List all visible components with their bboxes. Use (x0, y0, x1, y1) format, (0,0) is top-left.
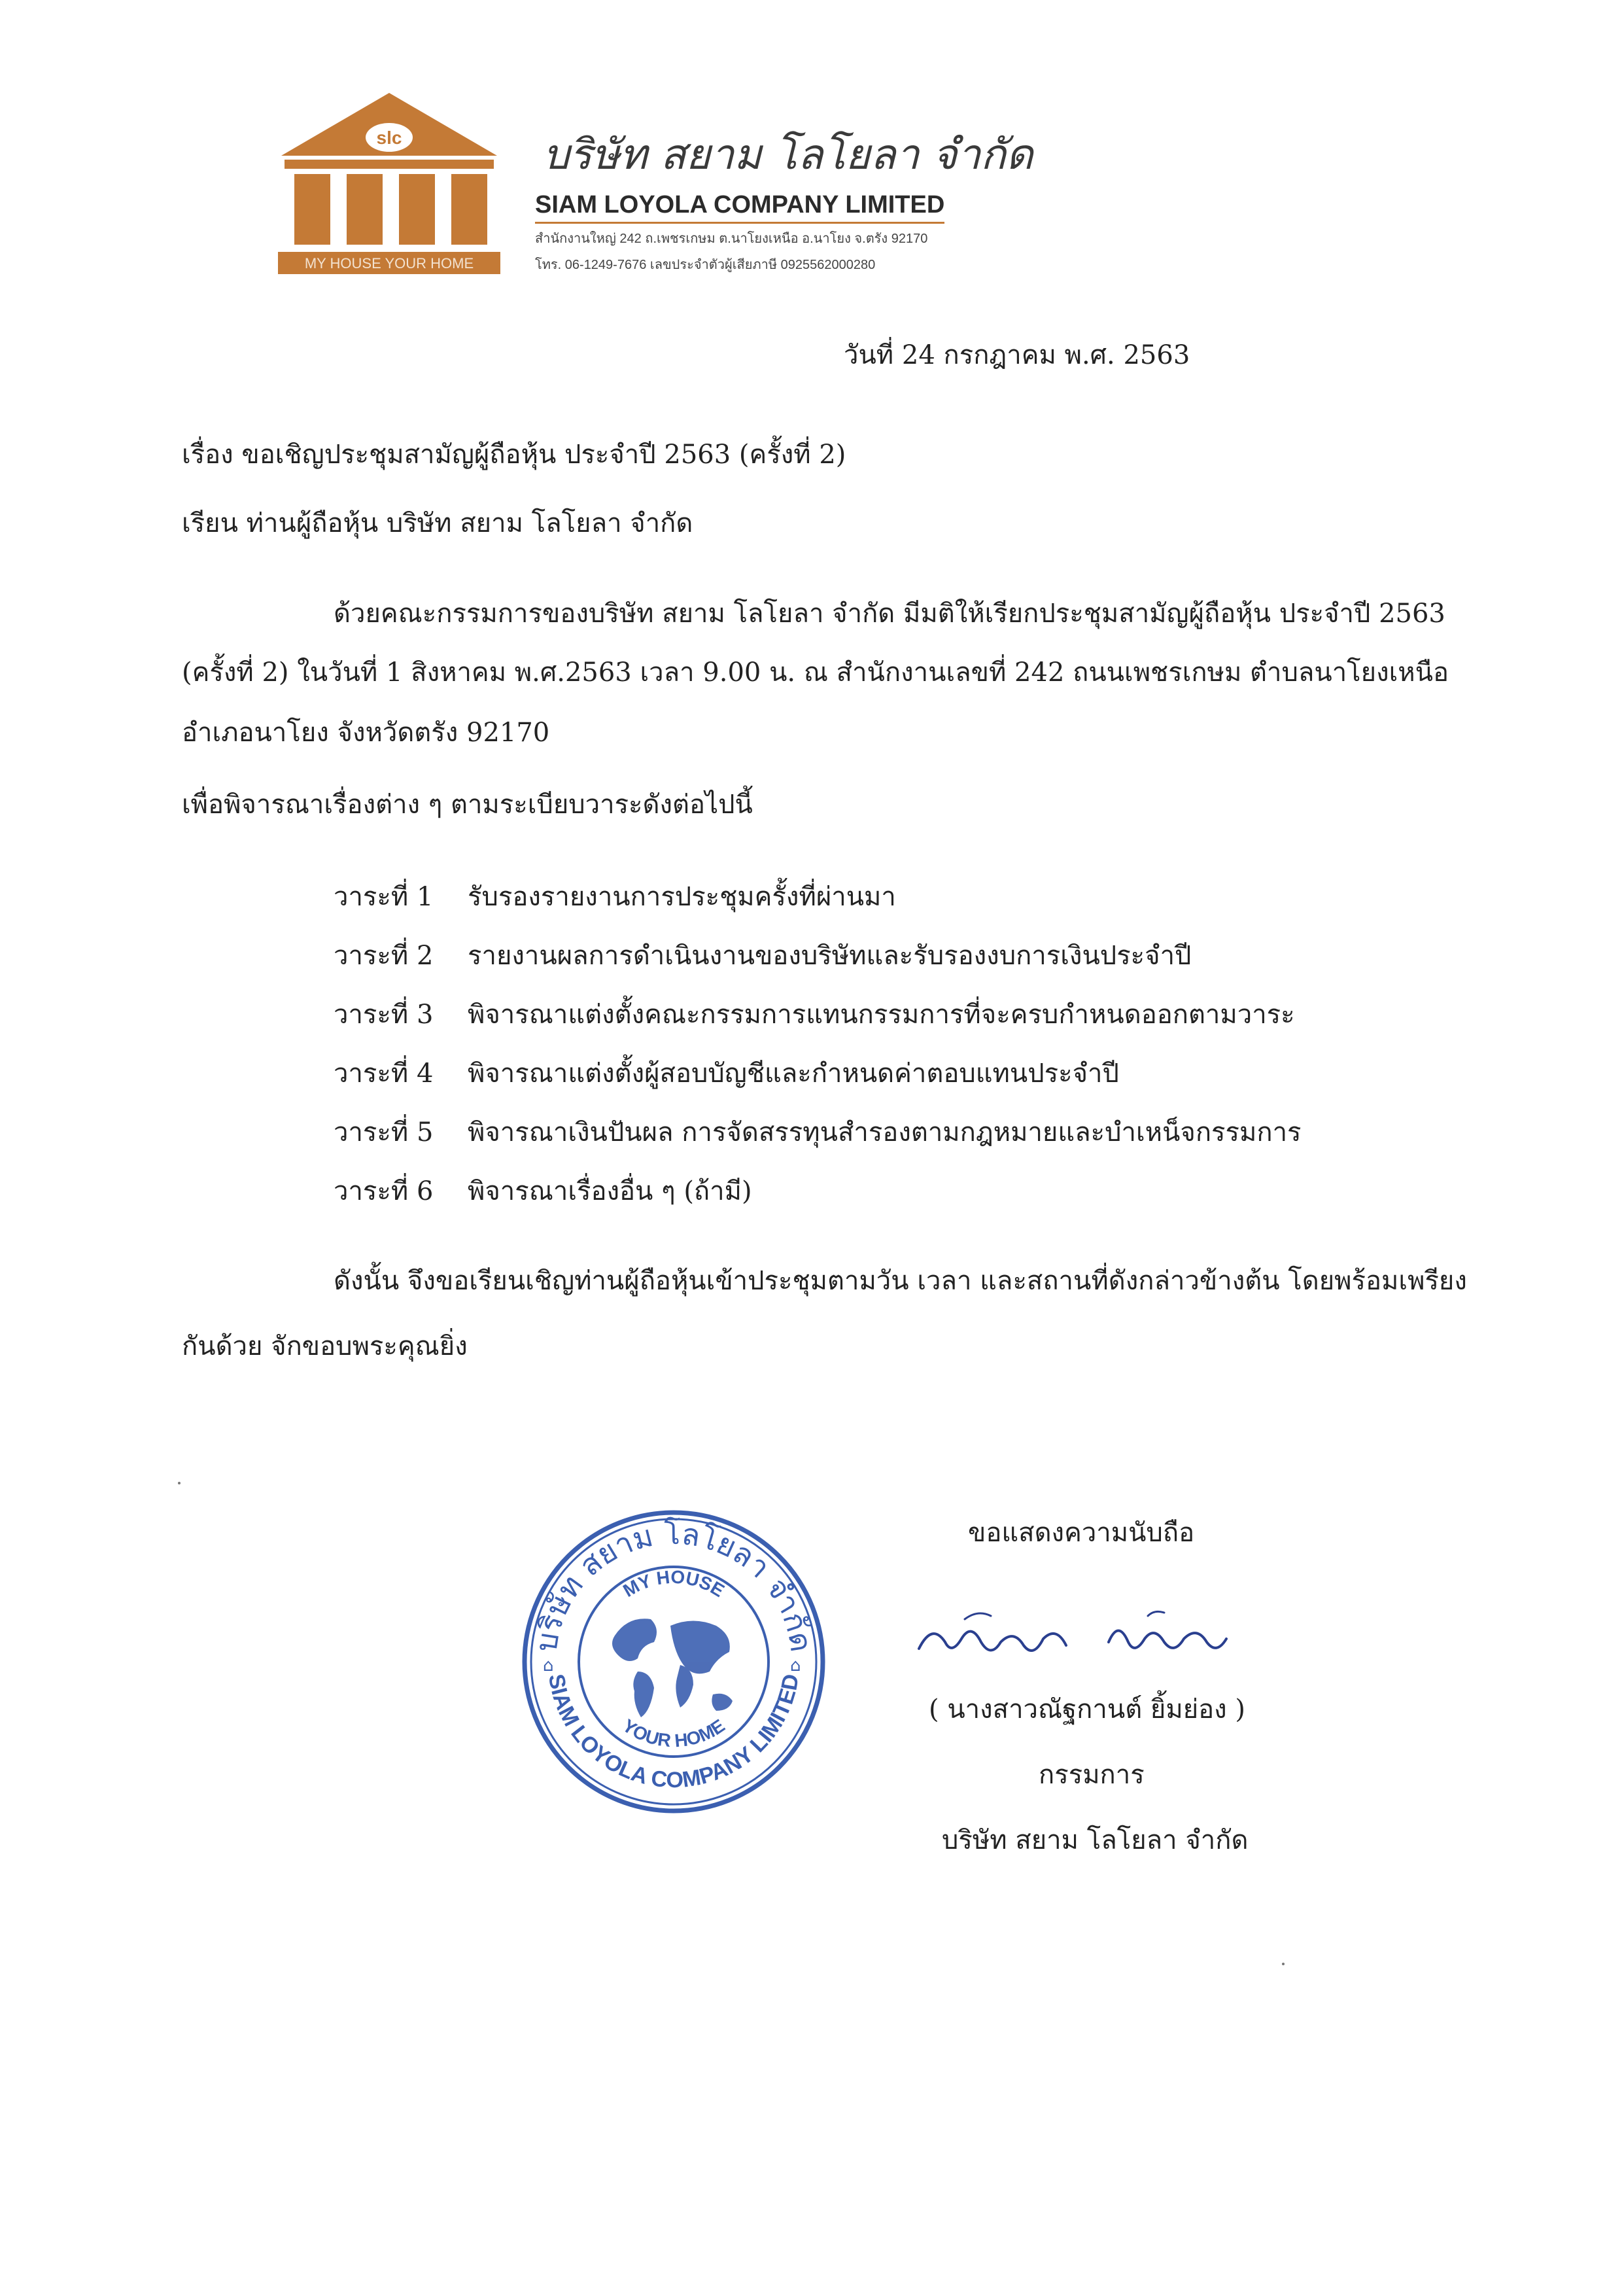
stamp-inner-bottom: YOUR HOME (619, 1715, 729, 1751)
closing-line: กันด้วย จักขอบพระคุณยิ่ง (182, 1331, 468, 1361)
company-address: สำนักงานใหญ่ 242 ถ.เพชรเกษม ต.นาโยงเหนือ อ.นาโยง จ.ตรัง 92170 (535, 232, 928, 246)
body-line: อำเภอนาโยง จังหวัดตรัง 92170 (182, 718, 550, 748)
agenda-list (334, 875, 1302, 1229)
scan-speck (178, 1482, 181, 1484)
agenda-item (334, 1111, 1302, 1170)
signer-name: ( นางสาวณัฐกานต์ ยิ้มย่อง ) (929, 1694, 1246, 1725)
company-name-en: SIAM LOYOLA COMPANY LIMITED (535, 191, 944, 224)
agenda-number: วาระที่ 2 (334, 941, 434, 971)
logo-monogram: slc (376, 128, 402, 148)
agenda-text: พิจารณาแต่งตั้งผู้สอบบัญชีและกำหนดค่าตอบแทนประจำปี (468, 1059, 1119, 1089)
agenda-item (334, 934, 1302, 993)
letter-recipient: เรียน ท่านผู้ถือหุ้น บริษัท สยาม โลโยลา จำกัด (182, 508, 693, 538)
stamp-outer-text-th: บริษัท สยาม โลโยลา จำกัด (528, 1515, 820, 1655)
stamp-outer-text-en: SIAM LOYOLA COMPANY LIMITED (543, 1672, 804, 1793)
agenda-text: พิจารณาเรื่องอื่น ๆ (ถ้ามี) (468, 1176, 752, 1206)
agenda-number: วาระที่ 1 (334, 882, 434, 912)
agenda-text: รับรองรายงานการประชุมครั้งที่ผ่านมา (468, 882, 896, 912)
signer-company: บริษัท สยาม โลโยลา จำกัด (942, 1825, 1249, 1855)
regards-text: ขอแสดงความนับถือ (968, 1518, 1195, 1548)
agenda-number: วาระที่ 4 (334, 1059, 434, 1089)
logo-motto: MY HOUSE YOUR HOME (304, 255, 474, 272)
signer-position: กรรมการ (1039, 1760, 1145, 1790)
agenda-text: พิจารณาแต่งตั้งคณะกรรมการแทนกรรมการที่จะครบกำหนดออกตามวาระ (468, 1000, 1295, 1030)
agenda-number: วาระที่ 5 (334, 1117, 434, 1148)
agenda-number: วาระที่ 6 (334, 1176, 434, 1206)
company-name-th: บริษัท สยาม โลโยลา จำกัด (543, 131, 1033, 179)
company-contact: โทร. 06-1249-7676 เลขประจำตัวผู้เสียภาษี 0925562000280 (535, 258, 876, 272)
company-stamp (517, 1505, 831, 1819)
letter-subject: เรื่อง ขอเชิญประชุมสามัญผู้ถือหุ้น ประจำปี 2563 (ครั้งที่ 2) (182, 440, 846, 470)
stamp-inner-top: MY HOUSE (619, 1566, 728, 1602)
agenda-item (334, 993, 1302, 1052)
svg-text:⌂: ⌂ (790, 1656, 801, 1675)
closing-line: ดังนั้น จึงขอเรียนเชิญท่านผู้ถือหุ้นเข้าประชุมตามวัน เวลา และสถานที่ดังกล่าวข้างต้น โดยพร้อมเพรียง (334, 1266, 1467, 1296)
handwritten-signature (912, 1603, 1259, 1675)
agenda-item (334, 875, 1302, 934)
agenda-item (334, 1052, 1302, 1111)
scan-speck (1282, 1963, 1285, 1965)
body-line: ด้วยคณะกรรมการของบริษัท สยาม โลโยลา จำกัด มีมติให้เรียกประชุมสามัญผู้ถือหุ้น ประจำปี 2563 (334, 599, 1445, 629)
svg-text:⌂: ⌂ (543, 1656, 554, 1675)
agenda-text: รายงานผลการดำเนินงานของบริษัทและรับรองงบการเงินประจำปี (468, 941, 1192, 971)
letter-date: วันที่ 24 กรกฎาคม พ.ศ. 2563 (844, 340, 1190, 370)
agenda-item (334, 1170, 1302, 1229)
company-logo (275, 85, 504, 281)
agenda-number: วาระที่ 3 (334, 1000, 434, 1030)
body-line: (ครั้งที่ 2) ในวันที่ 1 สิงหาคม พ.ศ.2563 เวลา 9.00 น. ณ สำนักงานเลขที่ 242 ถนนเพชรเกษม ตำบลนาโยงเหนือ (182, 657, 1449, 688)
body-line: เพื่อพิจารณาเรื่องต่าง ๆ ตามระเบียบวาระดังต่อไปนี้ (182, 790, 753, 820)
agenda-text: พิจารณาเงินปันผล การจัดสรรทุนสำรองตามกฎหมายและบำเหน็จกรรมการ (468, 1117, 1302, 1148)
